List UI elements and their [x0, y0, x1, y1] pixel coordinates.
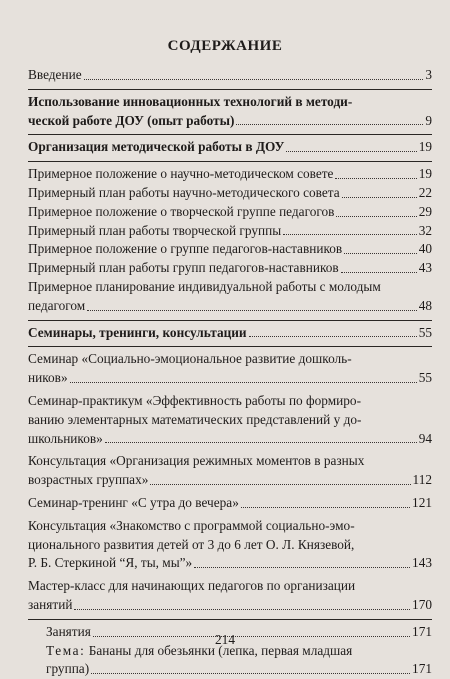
toc-entry-text: Примерный план работы творческой группы: [28, 222, 282, 238]
toc-entry-line: Консультация «Организация режимных моментов в разных: [28, 453, 365, 469]
page-number: 214: [215, 632, 235, 647]
toc-entry: [28, 203, 432, 222]
toc-page-number: 55: [418, 370, 432, 386]
toc-entry-line: Примерное планирование индивидуальной работы с молодым: [28, 278, 381, 294]
toc-page-number: 32: [418, 222, 432, 238]
toc-entry-line: Семинар «Социально-эмоциональное развитие дошколь-: [28, 351, 352, 367]
toc-entry-line: Р. Б. Стеркиной “Я, ты, мы”»: [28, 555, 193, 571]
leader-dots: [336, 216, 416, 217]
leader-dots: [84, 79, 424, 80]
section-divider: [28, 161, 432, 162]
table-of-contents: [28, 66, 432, 679]
toc-entry: [28, 184, 432, 203]
toc-page-number: 171: [412, 623, 432, 639]
toc-entry-text: Организация методической работы в ДОУ: [28, 139, 285, 155]
toc-entry-text: Примерное положение о творческой группе педагогов: [28, 203, 335, 219]
toc-entry-text: Примерный план работы научно-методического совета: [28, 184, 340, 200]
topic-label: Тема:: [46, 642, 86, 658]
toc-entry-line: Семинар-практикум «Эффективность работы по формиро-: [28, 392, 361, 408]
toc-entry: [28, 165, 432, 184]
leader-dots: [335, 178, 416, 179]
toc-entry: [28, 494, 432, 513]
toc-entry-line: школьников»: [28, 430, 103, 446]
toc-page-number: 40: [418, 241, 432, 257]
leader-dots: [241, 507, 410, 508]
toc-entry: [28, 452, 432, 490]
toc-entry: [28, 138, 432, 157]
toc-entry-text: Примерное положение о научно-методическом совете: [28, 166, 334, 182]
toc-page-number: 3: [425, 67, 432, 82]
section-divider: [28, 134, 432, 135]
toc-entry-line: педагогом: [28, 297, 86, 313]
toc-page-number: 171: [412, 661, 432, 677]
toc-page-number: 121: [412, 494, 432, 510]
leader-dots: [341, 272, 417, 273]
toc-page-number: 22: [418, 184, 432, 200]
toc-entry-line: ванию элементарных математических представлений у до-: [28, 411, 362, 427]
leader-dots: [249, 336, 417, 337]
toc-entry: [28, 93, 432, 131]
toc-page-number: 29: [418, 203, 432, 219]
toc-page-number: 55: [418, 324, 432, 340]
toc-entry-text: Семинар-тренинг «С утра до вечера»: [28, 494, 239, 510]
toc-entry-text: Семинары, тренинги, консультации: [28, 324, 247, 340]
section-divider: [28, 619, 432, 620]
leader-dots: [194, 567, 410, 568]
toc-entry-line: ческой работе ДОУ (опыт работы): [28, 112, 235, 128]
toc-entry-line: Консультация «Знакомство с программой социально-эмо-: [28, 517, 355, 533]
toc-page-number: 143: [412, 555, 432, 571]
leader-dots: [236, 124, 423, 125]
toc-entry-line: ников»: [28, 370, 68, 386]
toc-entry: [28, 392, 432, 448]
toc-page-number: 170: [412, 596, 432, 612]
toc-entry: [28, 259, 432, 278]
toc-entry-text: Занятия: [46, 623, 91, 639]
leader-dots: [283, 234, 417, 235]
toc-entry-line: занятий: [28, 596, 73, 612]
toc-page-number: 48: [418, 297, 432, 313]
leader-dots: [105, 442, 417, 443]
toc-entry-text: Примерное положение о группе педагогов-наставников: [28, 241, 343, 257]
toc-entry: [28, 577, 432, 615]
leader-dots: [70, 382, 417, 383]
toc-entry-line: возрастных группах»: [28, 472, 149, 488]
toc-entry-line: Бананы для обезьянки (лепка, первая младшая: [88, 642, 353, 658]
toc-entry-line: Мастер-класс для начинающих педагогов по организации: [28, 578, 356, 594]
toc-entry: [28, 324, 432, 343]
toc-page-number: 112: [412, 472, 432, 488]
contents-heading: СОДЕРЖАНИЕ: [167, 38, 283, 54]
toc-page-number: 9: [425, 112, 432, 128]
leader-dots: [344, 253, 417, 254]
toc-entry-line: ционального развития детей от 3 до 6 лет О. Л. Князевой,: [28, 536, 355, 552]
leader-dots: [74, 609, 410, 610]
leader-dots: [286, 151, 416, 152]
toc-page-number: 19: [418, 166, 432, 182]
toc-entry-line: группа): [46, 661, 90, 677]
leader-dots: [342, 197, 417, 198]
leader-dots: [87, 310, 416, 311]
toc-entry-line: Использование инновационных технологий в методи-: [28, 93, 353, 109]
section-divider: [28, 89, 432, 90]
toc-page-number: 19: [418, 139, 432, 155]
toc-entry-text: Введение: [28, 67, 82, 82]
toc-entry: [28, 240, 432, 259]
toc-entry: [28, 517, 432, 573]
toc-entry: [28, 222, 432, 241]
toc-page-number: 94: [418, 430, 432, 446]
section-divider: [28, 320, 432, 321]
section-divider: [28, 346, 432, 347]
toc-entry: [28, 278, 432, 316]
toc-entry: [28, 66, 432, 85]
leader-dots: [150, 484, 410, 485]
leader-dots: [91, 673, 410, 674]
toc-page-number: 43: [418, 260, 432, 276]
toc-entry-text: Примерный план работы групп педагогов-наставников: [28, 260, 339, 276]
toc-entry: [28, 350, 432, 388]
